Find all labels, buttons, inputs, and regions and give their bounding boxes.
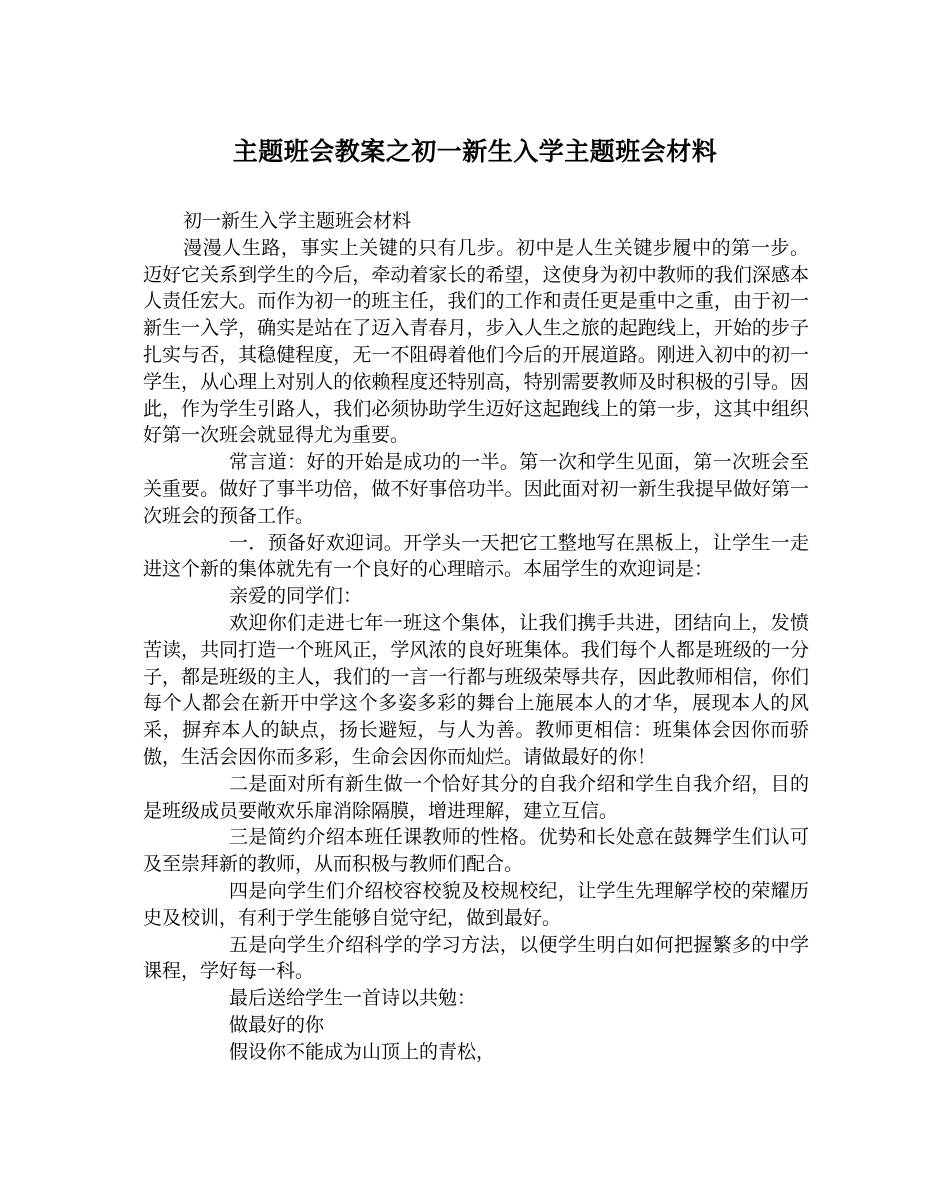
paragraph-intro: 漫漫人生路，事实上关键的只有几步。初中是人生关键步履中的第一步。迈好它关系到学生的今后，牵动着家长的希望，这使身为初中教师的我们深感本人责任宏大。而作为初一的班主任，我们的工作和责任更是重中之重，由于初一新生一入学，确实是站在了迈入青春月，步入人生之旅的起跑线上，开始的步子扎实与否，其稳健程度，无一不阻碍着他们今后的开展道路。刚进入初中的初一学生，从心理上对别人的依赖程度还特别高，特别需要教师及时积极的引导。因此，作为学生引路人，我们必须协助学生迈好这起跑线上的第一步，这其中组织好第一次班会就显得尤为重要。 <box>143 236 809 447</box>
paragraph-poem-intro: 最后送给学生一首诗以共勉： <box>229 987 477 1010</box>
paragraph-greeting: 亲爱的同学们： <box>229 585 363 608</box>
paragraph-welcome-prep: 一．预备好欢迎词。开学头一天把它工整地写在黑板上，让学生一走进这个新的集体就先有一个良好的心理暗示。本届学生的欢迎词是： <box>143 531 809 581</box>
poem-line: 假设你不能成为山顶上的青松， <box>229 1040 496 1063</box>
paragraph-point-five: 五是向学生介绍科学的学习方法，以便学生明白如何把握繁多的中学课程，学好每一科。 <box>143 933 809 983</box>
document-body <box>143 208 809 1066</box>
paragraph-subtitle: 初一新生入学主题班会材料 <box>183 210 412 232</box>
poem-title: 做最好的你 <box>229 1013 325 1036</box>
document-title: 主题班会教案之初一新生入学主题班会材料 <box>232 137 718 166</box>
paragraph-saying: 常言道：好的开始是成功的一半。第一次和学生见面，第一次班会至关重要。做好了事半功倍，做不好事倍功半。因此面对初一新生我提早做好第一次班会的预备工作。 <box>143 451 809 527</box>
paragraph-point-four: 四是向学生们介绍校容校貌及校规校纪，让学生先理解学校的荣耀历史及校训，有利于学生能够自觉守纪，做到最好。 <box>143 879 809 929</box>
paragraph-welcome-speech: 欢迎你们走进七年一班这个集体，让我们携手共进，团结向上，发愤苦读，共同打造一个班风正，学风浓的良好班集体。我们每个人都是班级的一分子，都是班级的主人，我们的一言一行都与班级荣辱共存，因此教师相信，你们每个人都会在新开中学这个多姿多彩的舞台上施展本人的才华，展现本人的风采，摒弃本人的缺点，扬长避短，与人为善。教师更相信：班集体会因你而骄傲，生活会因你而多彩，生命会因你而灿烂。请做最好的你！ <box>143 611 809 768</box>
paragraph-point-two: 二是面对所有新生做一个恰好其分的自我介绍和学生自我介绍，目的是班级成员要敞欢乐扉消除隔膜，增进理解，建立互信。 <box>143 772 809 822</box>
paragraph-point-three: 三是简约介绍本班任课教师的性格。优势和长处意在鼓舞学生们认可及至崇拜新的教师，从而积极与教师们配合。 <box>143 826 809 876</box>
